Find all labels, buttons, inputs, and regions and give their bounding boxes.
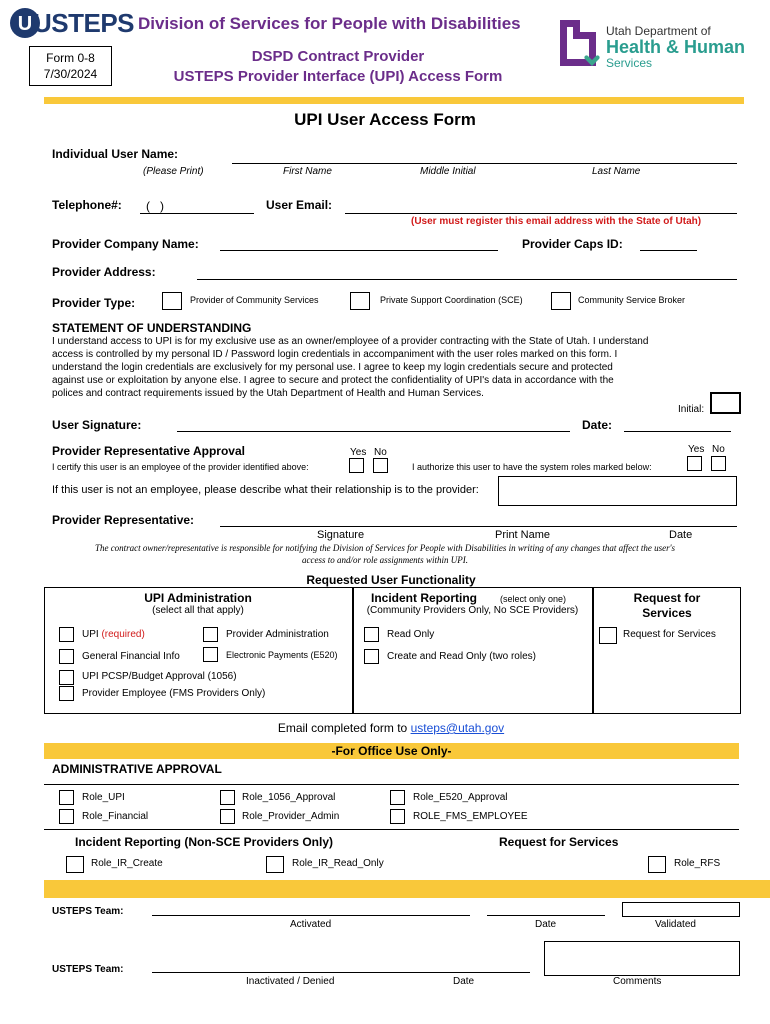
form-date: 7/30/2024 — [43, 67, 98, 81]
e520-label: Electronic Payments (E520) — [226, 650, 338, 660]
form-id: Form 0-8 — [46, 51, 95, 65]
initial-label: Initial: — [678, 404, 705, 415]
provider-type-broker-checkbox[interactable] — [551, 292, 571, 310]
logo-text: USTEPS — [33, 8, 135, 38]
user-name-line[interactable] — [232, 163, 737, 164]
email-note: (User must register this email address with the State of Utah) — [411, 216, 702, 227]
role-rfs-label: Role_RFS — [674, 858, 721, 869]
pcsp-checkbox[interactable] — [59, 670, 74, 685]
ir-select-note: (select only one) — [500, 594, 567, 604]
role-ir-create-checkbox[interactable] — [66, 856, 84, 873]
provider-company-label: Provider Company Name: — [52, 237, 199, 251]
role-upi-checkbox[interactable] — [59, 790, 74, 805]
provider-address-label: Provider Address: — [52, 265, 156, 279]
admin-approval-heading: ADMINISTRATIVE APPROVAL — [52, 762, 222, 776]
user-date-label: Date: — [582, 418, 613, 432]
rfs-checkbox[interactable] — [599, 627, 617, 644]
certify-no-label: No — [374, 447, 387, 458]
office-ir-heading: Incident Reporting (Non-SCE Providers Only) — [75, 835, 334, 849]
provider-admin-label: Provider Administration — [226, 629, 329, 640]
statement-line-1: I understand access to UPI is for my exclusive use as an owner/employee of a provider contracting with the State of Utah. I understand — [52, 336, 649, 347]
upi-checkbox[interactable] — [59, 627, 74, 642]
rep-date-label: Date — [669, 529, 693, 541]
general-financial-label: General Financial Info — [82, 651, 180, 662]
role-financial-label: Role_Financial — [82, 811, 149, 822]
telephone-paren: ( ) — [146, 199, 164, 213]
dept-line-3: Services — [606, 56, 653, 70]
provider-address-line[interactable] — [197, 279, 737, 280]
division-title: Division of Services for People with Disabilities — [138, 14, 521, 33]
role-1056-checkbox[interactable] — [220, 790, 235, 805]
inactivated-label: Inactivated / Denied — [246, 976, 335, 987]
create-read-label: Create and Read Only (two roles) — [387, 651, 536, 662]
e520-checkbox[interactable] — [203, 647, 218, 662]
read-only-label: Read Only — [387, 629, 435, 640]
role-provider-admin-checkbox[interactable] — [220, 809, 235, 824]
office-rfs-heading: Request for Services — [499, 835, 619, 849]
upi-admin-sub: (select all that apply) — [152, 605, 244, 616]
role-financial-checkbox[interactable] — [59, 809, 74, 824]
role-ir-read-checkbox[interactable] — [266, 856, 284, 873]
role-ir-create-label: Role_IR_Create — [91, 858, 163, 869]
user-email-label: User Email: — [266, 198, 333, 212]
authorize-yes-label: Yes — [688, 444, 705, 455]
rfs-title-1: Request for — [633, 591, 701, 605]
certify-no-checkbox[interactable] — [373, 458, 388, 473]
role-rfs-checkbox[interactable] — [648, 856, 666, 873]
activated-label: Activated — [290, 919, 332, 930]
email-instruction-text: Email completed form to — [277, 721, 411, 735]
rfs-label: Request for Services — [623, 629, 716, 640]
inactivated-date-line[interactable] — [412, 972, 530, 973]
authorize-no-label: No — [712, 444, 725, 455]
provider-representative-label: Provider Representative: — [52, 513, 195, 527]
ir-sub: (Community Providers Only, No SCE Providers) — [366, 605, 579, 616]
middle-initial-label: Middle Initial — [420, 166, 476, 177]
header-yellow-bar — [44, 97, 744, 104]
office-use-label: -For Office Use Only- — [331, 744, 452, 758]
provider-representative-line[interactable] — [220, 526, 737, 527]
relationship-input[interactable] — [498, 476, 737, 506]
fms-checkbox[interactable] — [59, 686, 74, 701]
provider-admin-checkbox[interactable] — [203, 627, 218, 642]
provider-company-line[interactable] — [220, 250, 498, 251]
usteps-team-label-1: USTEPS Team: — [52, 906, 124, 917]
role-1056-label: Role_1056_Approval — [242, 792, 336, 803]
validated-label: Validated — [655, 919, 696, 930]
pcsp-label: UPI PCSP/Budget Approval (1056) — [82, 671, 237, 682]
validated-box[interactable] — [622, 902, 740, 917]
certify-yes-label: Yes — [350, 447, 367, 458]
rep-signature-label: Signature — [317, 529, 365, 541]
general-financial-checkbox[interactable] — [59, 649, 74, 664]
role-e520-checkbox[interactable] — [390, 790, 405, 805]
role-provider-admin-label: Role_Provider_Admin — [242, 811, 340, 822]
provider-type-sce-label: Private Support Coordination (SCE) — [380, 295, 523, 305]
role-e520-label: Role_E520_Approval — [413, 792, 508, 803]
statement-heading: STATEMENT OF UNDERSTANDING — [52, 321, 252, 335]
statement-line-3: understand the login credentials are exclusively for my personal use. I agree to keep my login credentials secure and protected — [52, 362, 613, 373]
form-id-box — [29, 46, 112, 86]
footer-yellow-bar — [44, 880, 770, 898]
dept-line-2: Health & Human — [606, 37, 746, 57]
upi-label — [82, 629, 145, 640]
utah-state-icon — [556, 16, 600, 70]
authorize-text: I authorize this user to have the system roles marked below: — [412, 462, 652, 472]
initial-box[interactable] — [710, 392, 741, 414]
provider-type-community-checkbox[interactable] — [162, 292, 182, 310]
provider-type-community-label: Provider of Community Services — [190, 295, 319, 305]
provider-type-broker-label: Community Service Broker — [578, 295, 686, 305]
create-read-checkbox[interactable] — [364, 649, 379, 664]
user-signature-label: User Signature: — [52, 418, 142, 432]
activated-date-label: Date — [535, 919, 557, 930]
provider-type-sce-checkbox[interactable] — [350, 292, 370, 310]
subtitle-1: DSPD Contract Provider — [251, 48, 425, 65]
inactivated-date-label: Date — [453, 976, 475, 987]
comments-label: Comments — [613, 976, 662, 987]
rfs-title-2: Services — [642, 606, 692, 620]
please-print-label: (Please Print) — [143, 166, 204, 177]
activated-date-line[interactable] — [487, 915, 605, 916]
upi-admin-title: UPI Administration — [144, 591, 252, 605]
upi-required: (required) — [101, 629, 145, 640]
approval-heading: Provider Representative Approval — [52, 444, 245, 458]
email-link[interactable]: usteps@utah.gov — [410, 721, 505, 735]
comments-box[interactable] — [544, 941, 740, 976]
usteps-team-label-2: USTEPS Team: — [52, 964, 124, 975]
provider-caps-label: Provider Caps ID: — [522, 237, 623, 251]
role-upi-label: Role_UPI — [82, 792, 125, 803]
page-title: UPI User Access Form — [294, 110, 476, 129]
relationship-text: If this user is not an employee, please describe what their relationship is to the provider: — [52, 484, 479, 496]
contract-note-1: The contract owner/representative is responsible for notifying the Division of Services for People with Disabilities in writing of any changes that affect the user's — [94, 543, 676, 553]
dept-line-1: Utah Department of — [606, 24, 711, 38]
statement-line-5: polices and contract requirements issued by the Utah Department of Health and Human Services. — [52, 388, 484, 399]
role-fms-label: ROLE_FMS_EMPLOYEE — [413, 811, 528, 822]
subtitle-2: USTEPS Provider Interface (UPI) Access Form — [173, 68, 503, 85]
authorize-no-checkbox[interactable] — [711, 456, 726, 471]
upi-label-text: UPI — [82, 629, 99, 640]
rep-print-name-label: Print Name — [495, 529, 551, 541]
telephone-line[interactable] — [140, 213, 254, 214]
statement-line-2: access is controlled by my personal ID / Password login credentials in accompaniment with the user roles marked on this form. I — [52, 349, 618, 360]
user-signature-line[interactable] — [177, 431, 570, 432]
read-only-checkbox[interactable] — [364, 627, 379, 642]
functionality-heading: Requested User Functionality — [306, 573, 476, 587]
authorize-yes-checkbox[interactable] — [687, 456, 702, 471]
provider-caps-line[interactable] — [640, 250, 697, 251]
email-instruction — [0, 721, 770, 735]
activated-line[interactable] — [152, 915, 470, 916]
certify-text: I certify this user is an employee of the provider identified above: — [52, 462, 309, 472]
first-name-label: First Name — [283, 166, 332, 177]
svg-text:U: U — [17, 13, 33, 35]
user-date-line[interactable] — [624, 431, 731, 432]
certify-yes-checkbox[interactable] — [349, 458, 364, 473]
last-name-label: Last Name — [592, 166, 641, 177]
provider-type-label: Provider Type: — [52, 296, 136, 310]
user-email-line[interactable] — [345, 213, 737, 214]
statement-line-4: against use or exploitation by anyone else. I agree to secure and protect the confidentiality of UPI's data in accordance with the — [52, 375, 614, 386]
ir-title: Incident Reporting — [371, 591, 477, 605]
contract-note-2: access to and/or role assignments within UPI. — [302, 555, 468, 565]
individual-user-name-label: Individual User Name: — [52, 147, 179, 161]
role-fms-checkbox[interactable] — [390, 809, 405, 824]
fms-label: Provider Employee (FMS Providers Only) — [82, 688, 266, 699]
telephone-label: Telephone#: — [52, 198, 122, 212]
role-ir-read-label: Role_IR_Read_Only — [292, 858, 384, 869]
